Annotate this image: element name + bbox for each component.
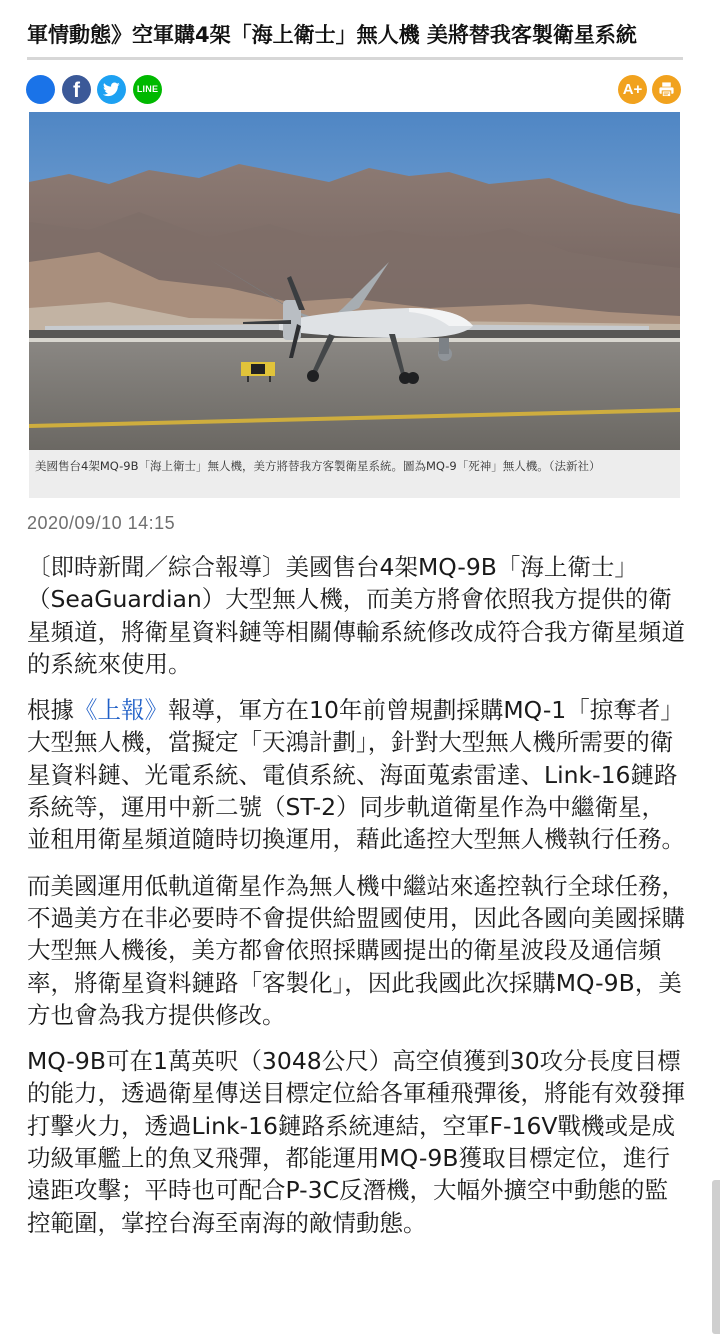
- twitter-icon: [103, 82, 120, 97]
- drone-photo-illustration: [29, 112, 680, 450]
- line-share-button[interactable]: [133, 75, 162, 104]
- headline-divider: [27, 57, 683, 60]
- source-link[interactable]: 《上報》: [74, 696, 168, 725]
- article-paragraph-2: [27, 694, 687, 855]
- article-paragraph-3: 而美國運用低軌道衛星作為無人機中繼站來遙控執行全球任務，不過美方在非必要時不會提供給盟國使用，因此各國向美國採購大型無人機後，美方都會依照採購國提出的衛星波段及通信頻率，將衛星資料鏈路「客製化」，因此我國此次採購MQ-9B，美方也會為我方提供修改。: [27, 871, 685, 1029]
- share-circle-button[interactable]: [26, 75, 55, 104]
- photo-caption: 美國售台4架MQ-9B「海上衛士」無人機，美方將替我方客製衛星系統。圖為MQ-9「死神」無人機。（法新社）: [35, 459, 601, 473]
- article-photo[interactable]: [29, 112, 680, 450]
- article-figure: [29, 112, 680, 498]
- font-size-button[interactable]: [618, 75, 647, 104]
- paragraph-2-lead: 根據: [27, 696, 74, 725]
- font-size-icon: A+: [622, 81, 643, 98]
- article-headline: 軍情動態》空軍購4架「海上衛士」無人機 美將替我客製衛星系統: [27, 23, 637, 47]
- publish-timestamp: 2020/09/10 14:15: [27, 513, 176, 533]
- twitter-share-button[interactable]: [97, 75, 126, 104]
- article-body: [27, 551, 687, 1253]
- facebook-share-button[interactable]: [62, 75, 91, 104]
- print-button[interactable]: [652, 75, 681, 104]
- paragraph-2-rest: 報導，軍方在10年前曾規劃採購MQ-1「掠奪者」大型無人機，當擬定「天鴻計劃」，針對大型無人機所需要的衛星資料鏈、光電系統、電偵系統、海面蒐索雷達、Link-16鏈路系統等，運用中新二號（ST-2）同步軌道衛星作為中繼衛星，並租用衛星頻道隨時切換運用，藉此遙控大型無人機執行任務。: [27, 696, 685, 854]
- article-paragraph-1: 〔即時新聞／綜合報導〕美國售台4架MQ-9B「海上衛士」（SeaGuardian）大型無人機，而美方將會依照我方提供的衛星頻道，將衛星資料鏈等相關傳輸系統修改成符合我方衛星頻道的系統來使用。: [27, 553, 685, 678]
- print-icon: [658, 81, 675, 98]
- article-paragraph-4: MQ-9B可在1萬英呎（3048公尺）高空偵獲到30攻分長度目標的能力，透過衛星傳送目標定位給各軍種飛彈後，將能有效發揮打擊火力，透過Link-16鏈路系統連結，空軍F-16V戰機或是成功級軍艦上的魚叉飛彈，都能運用MQ-9B獲取目標定位，進行遠距攻擊；平時也可配合P-3C反潛機，大幅外擴空中動態的監控範圍，掌控台海至南海的敵情動態。: [27, 1047, 685, 1237]
- facebook-icon: f: [73, 79, 80, 102]
- line-icon: LINE: [136, 84, 159, 94]
- scrollbar-thumb[interactable]: [712, 1180, 720, 1334]
